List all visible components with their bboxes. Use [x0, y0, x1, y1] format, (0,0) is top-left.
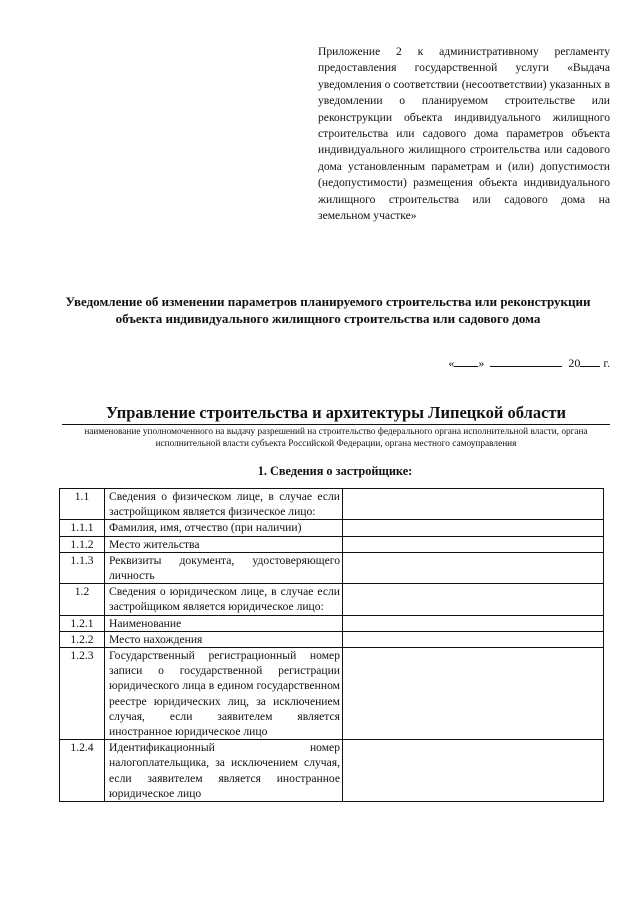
document-title: Уведомление об изменении параметров планируемого строительства или реконструкции объекта индивидуального жилищного строительства или садового дома [65, 294, 591, 326]
row-number: 1.2.4 [60, 740, 105, 802]
table-row [60, 536, 604, 552]
row-number: 1.1.3 [60, 552, 105, 583]
table-row [60, 489, 604, 520]
row-value [343, 489, 604, 520]
table-row [60, 648, 604, 740]
table-row [60, 520, 604, 536]
row-number: 1.2.2 [60, 631, 105, 647]
row-label: Наименование [105, 615, 343, 631]
row-label: Место нахождения [105, 631, 343, 647]
authority-note: наименование уполномоченного на выдачу разрешений на строительство федерального органа исполнительной власти, органа исполнительной власти субъекта Российской Федерации, органа местного самоуправления [84, 427, 588, 449]
appendix-note: Приложение 2 к административному регламенту предоставления государственной услуги «Выдача уведомления о соответствии (несоответствии) указанных в уведомлении о планируемом строительстве или реконструкции объекта индивидуального жилищного строительства или садового дома параметров объекта индивидуального жилищного строительства или садового дома установленным параметрам и (или) допустимости (недопустимости) размещения объекта индивидуального жилищного строительства или садового дома на земельном участке» [318, 45, 610, 223]
row-label: Реквизиты документа, удостоверяющего личность [105, 552, 343, 583]
developer-info-table [59, 488, 604, 802]
row-number: 1.1.2 [60, 536, 105, 552]
table-row [60, 740, 604, 802]
row-label: Фамилия, имя, отчество (при наличии) [105, 520, 343, 536]
row-label: Идентификационный номер налогоплательщика, за исключением случая, если заявителем является иностранное юридическое лицо [105, 740, 343, 802]
row-value [343, 552, 604, 583]
year-blank [580, 355, 600, 367]
row-label: Место жительства [105, 536, 343, 552]
section-title: 1. Сведения о застройщике: [257, 464, 413, 478]
row-value [343, 584, 604, 615]
row-value [343, 520, 604, 536]
date-open-quote: « [448, 356, 455, 370]
row-value [343, 648, 604, 740]
row-value [343, 536, 604, 552]
year-prefix: 20 [568, 356, 581, 370]
row-number: 1.2 [60, 584, 105, 615]
month-blank [490, 355, 562, 367]
authority-name: Управление строительства и архитектуры Липецкой области [62, 402, 610, 425]
table-row [60, 552, 604, 583]
row-value [343, 615, 604, 631]
row-label: Государственный регистрационный номер записи о государственной регистрации юридического лица в едином государственном реестре юридических лиц, за исключением случая, если заявителем является иностранное юридическое лицо [105, 648, 343, 740]
row-number: 1.2.1 [60, 615, 105, 631]
date-close-quote: » [478, 356, 485, 370]
row-label: Сведения о юридическом лице, в случае если застройщиком является юридическое лицо: [105, 584, 343, 615]
year-suffix: г. [603, 356, 610, 370]
row-value [343, 631, 604, 647]
day-blank [454, 355, 478, 367]
date-line [448, 355, 610, 371]
row-label: Сведения о физическом лице, в случае если застройщиком является физическое лицо: [105, 489, 343, 520]
row-number: 1.2.3 [60, 648, 105, 740]
row-number: 1.1 [60, 489, 105, 520]
row-number: 1.1.1 [60, 520, 105, 536]
row-value [343, 740, 604, 802]
table-row [60, 615, 604, 631]
table-row [60, 631, 604, 647]
table-row [60, 584, 604, 615]
